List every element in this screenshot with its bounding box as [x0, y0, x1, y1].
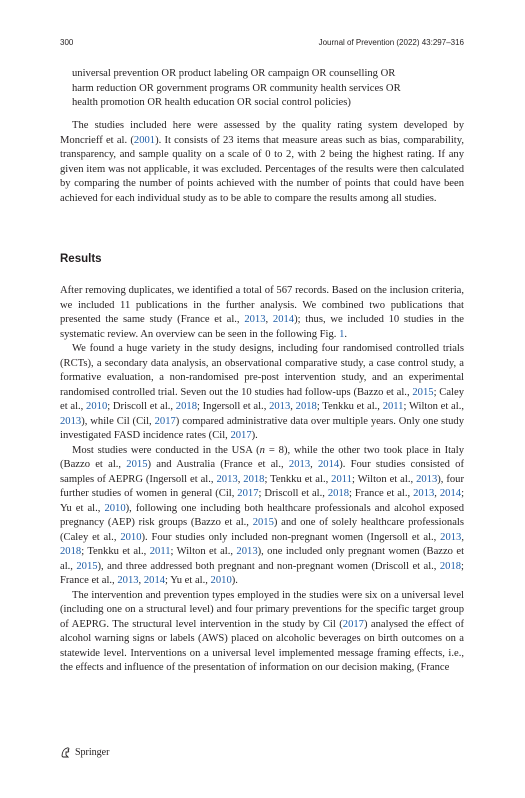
search-string-line: health promotion OR health education OR social control policies) [72, 97, 351, 108]
text-segment: ), while Cil (Cil, [81, 415, 155, 427]
text-segment: ; Wilton et al., [170, 546, 237, 557]
text-segment: , [310, 459, 318, 470]
paragraph [60, 589, 464, 676]
text-segment: ; Wilton et al., [351, 473, 417, 485]
text-segment: ), following one including both healthcare professionals and alcohol exposed pregnancy (AEP) risk groups (Bazzo et al., [60, 502, 465, 528]
text-segment: ; Caley et al., [60, 386, 464, 412]
citation-link[interactable]: 2017 [154, 415, 176, 427]
citation-link[interactable]: 2013 [413, 488, 435, 499]
citation-link[interactable]: 2017 [230, 430, 252, 441]
publisher-footer [60, 746, 109, 758]
citation-link[interactable]: 2015 [252, 517, 274, 528]
citation-link[interactable]: 2017 [342, 618, 364, 630]
text-segment: ). Four studies consisted of samples of AEPRG (Ingersoll et al., [60, 459, 465, 485]
text-segment: ). Four studies only included non-pregnant women (Ingersoll et al., [141, 531, 441, 543]
text-segment: ). [231, 575, 238, 586]
citation-link[interactable]: 2018 [295, 401, 317, 412]
text-segment: ), and three addressed both pregnant and non-pregnant women (Driscoll et al., [97, 560, 440, 572]
paragraph [60, 342, 464, 444]
citation-link[interactable]: 2013 [60, 415, 82, 427]
springer-horse-icon [60, 746, 71, 758]
citation-link[interactable]: 2013 [216, 473, 238, 485]
text-segment: ), four further studies of women in general (Cil, [60, 473, 465, 499]
paragraph [60, 444, 464, 589]
text-segment: ). [251, 430, 258, 441]
paragraph [60, 284, 464, 342]
text-segment: ), one included only pregnant women (Bazzo et al., [60, 546, 465, 572]
citation-link[interactable]: 2014 [318, 459, 340, 470]
citation-link[interactable]: 2013 [269, 401, 291, 412]
text-segment: ) and one of solely healthcare professionals (Caley et al., [60, 517, 464, 543]
journal-citation: Journal of Prevention (2022) 43:297–316 [318, 38, 464, 47]
citation-link[interactable]: 2014 [439, 488, 462, 499]
citation-link[interactable]: 2017 [237, 488, 259, 499]
citation-link[interactable]: 2011 [149, 546, 171, 557]
text-segment: ; Driscoll et al., [258, 488, 328, 499]
text-segment: ; Wilton et al., [403, 401, 464, 412]
citation-link[interactable]: 2010 [120, 531, 142, 543]
text-segment: , [434, 488, 440, 499]
citation-link[interactable]: 2015 [76, 560, 98, 572]
citation-link[interactable]: 2015 [126, 459, 148, 470]
text-segment: , [237, 473, 244, 485]
text-segment: = 8), while the other two took place in Italy (Bazzo et al., [60, 444, 464, 470]
citation-link[interactable]: 1 [339, 328, 345, 340]
text-segment: . [344, 328, 348, 340]
citation-link[interactable]: 2013 [117, 575, 139, 586]
text-segment: ) and Australia (France et al., [147, 459, 289, 470]
quality-rating-paragraph: The studies included here were assessed by the quality rating system developed by Moncrieff et al. (2001). It consists of 23 items that measure areas such as bias, comparability, transparency, and sample quality on a scale of 0 to 2, with 2 being the highest rating. If any given item was not applicable, it was excluded. Percentages of the results were then calculated by comparing the number of points achieved with the number of points that could have been achieved for each individual study as to be able to compare the results among all studies. [60, 120, 464, 204]
text-segment: , [290, 401, 296, 412]
text-segment: ) compared administrative data over multiple years. Only one study investigated FASD incidence rates (Cil, [60, 415, 465, 441]
results-section [60, 284, 464, 676]
text-segment: ); thus, we included 10 studies in the systematic review. An overview can be seen in the following Fig. [60, 314, 465, 340]
text-segment: ; Driscoll et al., [107, 401, 176, 412]
citation-link[interactable]: 2013 [440, 531, 462, 543]
citation-link[interactable]: 2018 [327, 488, 350, 499]
citation-link[interactable]: 2010 [210, 575, 232, 586]
citation-link[interactable]: 2011 [382, 401, 404, 412]
citation-link[interactable]: 2013 [244, 314, 266, 325]
text-segment: ; Tenkku et al., [81, 546, 150, 557]
citation-link[interactable]: 2014 [272, 314, 295, 325]
section-heading: Results [60, 253, 102, 265]
citation-link[interactable]: 2018 [439, 560, 462, 572]
text-segment: ; France et al., [349, 488, 414, 499]
text-segment: Most studies were conducted in the USA ( [72, 444, 260, 456]
sample-size-symbol: n [259, 444, 265, 456]
text-segment: , [265, 314, 273, 325]
methods-section [60, 119, 464, 206]
citation-link[interactable]: 2010 [86, 401, 108, 412]
text-segment: We found a huge variety in the study designs, including four randomised controlled trials (RCTs), a secondary data analysis, an observational comparative study, a case control study, a formative evaluation, a non-randomised pre-post intervention study, and an experimental randomised controlled trial. Seven out the 10 studies had follow-ups (Bazzo et al., [60, 343, 464, 398]
text-segment: The intervention and prevention types employed in the studies were six on a universal level (including one on a structural level) and four primary preventions for the specific target group of AEPRG. The structural level intervention in the study by Cil ( [60, 589, 464, 630]
search-string-line: harm reduction OR government programs OR community health services OR [72, 82, 401, 94]
citation-link[interactable]: 2013 [416, 473, 438, 485]
page-number: 300 [60, 38, 74, 47]
text-segment: ; Ingersoll et al., [196, 401, 270, 412]
text-segment: ; France et al., [60, 560, 464, 586]
text-segment: ; Tenkku et al., [316, 401, 383, 412]
text-segment: After removing duplicates, we identified a total of 567 records. Based on the inclusion criteria, we included 11 publications in the further analysis. We combined two publications that presented the same study (France et al., [60, 285, 464, 325]
citation-link[interactable]: 2014 [143, 575, 166, 586]
text-segment: ; Tenkku et al., [264, 473, 332, 485]
citation-link[interactable]: 2015 [412, 386, 434, 398]
text-segment: , [138, 575, 144, 586]
citation-link[interactable]: 2010 [104, 502, 126, 514]
text-segment: , [461, 531, 464, 543]
citation-link[interactable]: 2018 [243, 473, 265, 485]
publisher-name: Springer [75, 746, 110, 758]
citation-link[interactable]: 2013 [236, 546, 258, 557]
text-segment: ) analysed the effect of alcohol warning signs or labels (AWS) placed on alcoholic beverages on birth outcomes on a statewide level. Interventions on a universal level implemented message framing effects, i.e., the effects and influence of the presentation of information on our decision making, (France [60, 618, 464, 673]
text-segment: ; Yu et al., [60, 488, 465, 514]
citation-link[interactable]: 2011 [331, 473, 352, 485]
search-string-block [72, 67, 464, 111]
search-string-line: universal prevention OR product labeling OR campaign OR counselling OR [72, 68, 396, 79]
citation-link[interactable]: 2018 [175, 401, 197, 412]
citation-link[interactable]: 2018 [60, 546, 82, 557]
citation-link[interactable]: 2001 [133, 134, 156, 146]
citation-link[interactable]: 2013 [288, 459, 311, 470]
text-segment: ; Yu et al., [165, 575, 211, 586]
running-header [60, 38, 464, 50]
